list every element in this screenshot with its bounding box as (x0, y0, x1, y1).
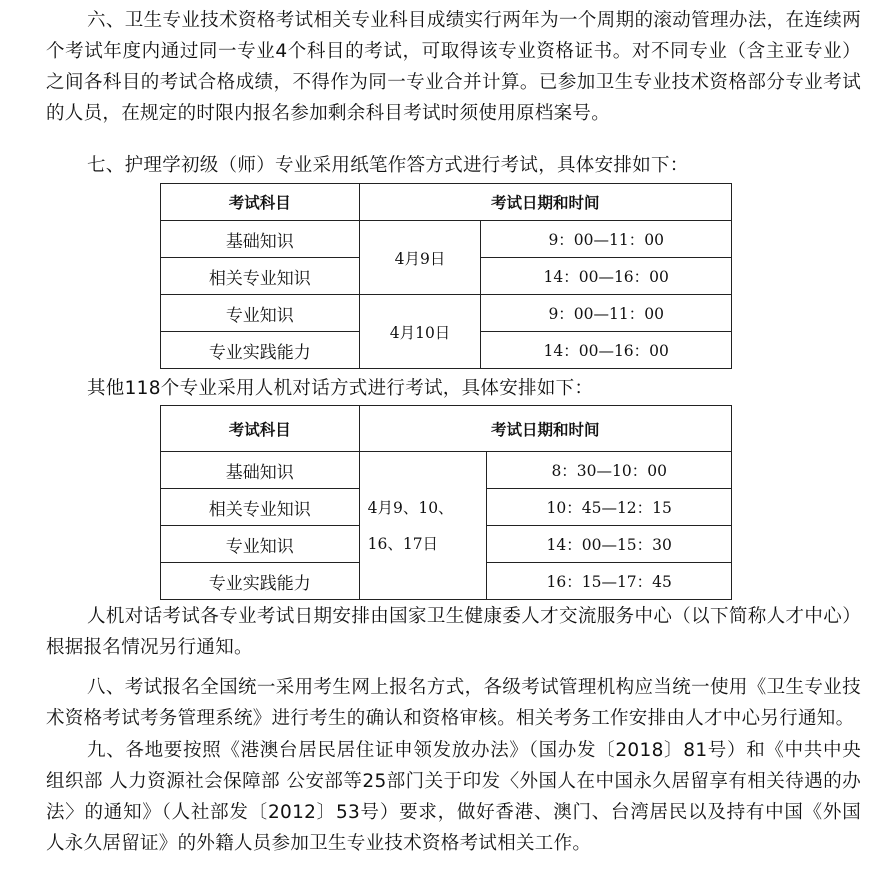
time-cell: 9：00—11：00 (481, 295, 732, 332)
table-row (161, 221, 732, 258)
table-row (161, 452, 732, 489)
time-cell: 10：45—12：15 (487, 489, 732, 526)
table-header-row (161, 406, 732, 452)
paragraph-six: 六、卫生专业技术资格考试相关专业科目成绩实行两年为一个周期的滚动管理办法，在连续两个考试年度内通过同一专业4个科目的考试，可取得该专业资格证书。对不同专业（含主亚专业）之间各科目的考试合格成绩，不得作为同一专业合并计算。已参加卫生专业技术资格部分专业考试的人员，在规定的时限内报名参加剩余科目考试时须使用原档案号。 (46, 10, 861, 124)
date-cell: 4月9日 (359, 221, 481, 295)
subject-cell: 基础知识 (161, 221, 360, 258)
date-cell (359, 452, 487, 600)
header-subject: 考试科目 (161, 184, 360, 221)
subject-cell: 相关专业知识 (161, 489, 360, 526)
date-cell: 4月10日 (359, 295, 481, 369)
subject-cell: 专业实践能力 (161, 563, 360, 600)
subject-cell: 基础知识 (161, 452, 360, 489)
header-datetime: 考试日期和时间 (359, 184, 731, 221)
paragraph-eight: 八、考试报名全国统一采用考生网上报名方式，各级考试管理机构应当统一使用《卫生专业技术资格考试考务管理系统》进行考生的确认和资格审核。相关考务工作安排由人才中心另行通知。 (46, 677, 861, 729)
date-line: 16、17日 (367, 534, 439, 553)
paragraph-seven: 七、护理学初级（师）专业采用纸笔作答方式进行考试，具体安排如下： (87, 155, 689, 176)
subject-cell: 专业实践能力 (161, 332, 360, 369)
time-cell: 8：30—10：00 (487, 452, 732, 489)
time-cell: 14：00—16：00 (481, 258, 732, 295)
time-cell: 16：15—17：45 (487, 563, 732, 600)
time-cell: 14：00—16：00 (481, 332, 732, 369)
time-cell: 9：00—11：00 (481, 221, 732, 258)
header-subject: 考试科目 (161, 406, 360, 452)
table-row (161, 295, 732, 332)
date-line: 4月9、10、 (367, 498, 454, 517)
header-datetime: 考试日期和时间 (359, 406, 731, 452)
paper-exam-schedule-table (160, 183, 732, 369)
subject-cell: 专业知识 (161, 526, 360, 563)
paragraph-nine: 九、各地要按照《港澳台居民居住证申领发放办法》（国办发〔2018〕81号）和《中共中央组织部 人力资源社会保障部 公安部等25部门关于印发〈外国人在中国永久居留享有相关待遇的办法〉的通知》（人社部发〔2012〕53号）要求，做好香港、澳门、台湾居民以及持有中国《外国人永久居留证》的外籍人员参加卫生专业技术资格考试相关工作。 (46, 740, 861, 854)
paragraph-other-majors: 其他118个专业采用人机对话方式进行考试，具体安排如下： (87, 378, 594, 399)
computer-exam-schedule-table (160, 405, 732, 600)
subject-cell: 专业知识 (161, 295, 360, 332)
paragraph-computer-exam-note: 人机对话考试各专业考试日期安排由国家卫生健康委人才交流服务中心（以下简称人才中心）根据报名情况另行通知。 (46, 606, 861, 658)
table-header-row (161, 184, 732, 221)
time-cell: 14：00—15：30 (487, 526, 732, 563)
subject-cell: 相关专业知识 (161, 258, 360, 295)
